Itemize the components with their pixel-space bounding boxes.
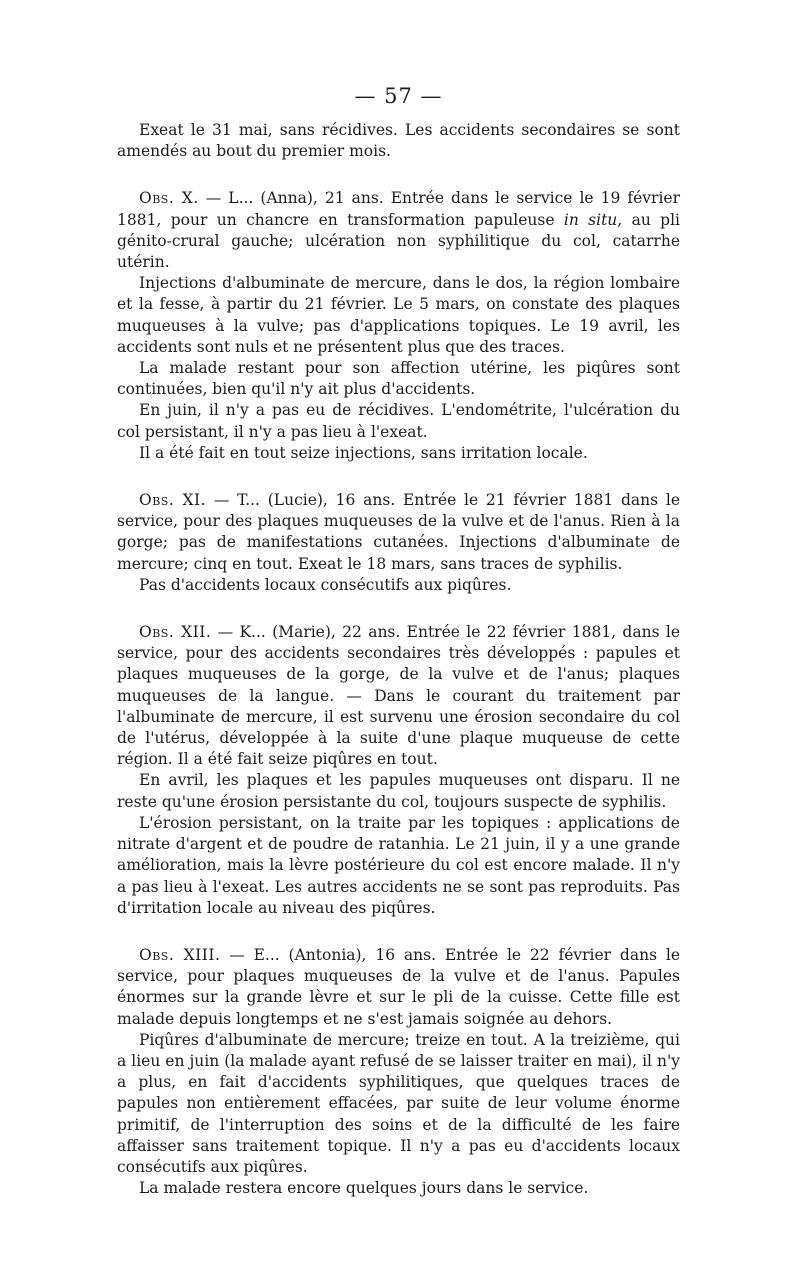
section-gap	[117, 464, 680, 490]
obs-10-paragraph	[117, 188, 680, 273]
obs-10-paragraph-3: La malade restant pour son affection utérine, les piqûres sont continuées, bien qu'il n'y ait plus d'accidents.	[117, 359, 680, 399]
obs-11-paragraph-2: Pas d'accidents locaux consécutifs aux piqûres.	[139, 575, 512, 594]
obs-12-paragraph-3: L'érosion persistant, on la traite par les topiques : applications de nitrate d'argent et de poudre de ratanhia. Le 21 juin, il y a une grande amélioration, mais la lèvre postérieure du col est encore malade. Il n'y a pas lieu à l'exeat. Les autres accidents ne se sont pas reproduits. Pas d'irritation locale au niveau des piqûres.	[117, 813, 680, 917]
obs-10-tail: , au pli génito-crural gauche; ulcération non syphilitique du col, catarrhe utérin.	[117, 210, 681, 272]
section-gap	[117, 162, 680, 188]
obs-12-paragraph	[117, 622, 680, 770]
document-page	[117, 82, 680, 1199]
section-gap	[117, 596, 680, 622]
obs-13-text: — E... (Antonia), 16 ans. Entrée le 22 février dans le service, pour plaques muqueuses de la vulve et de l'anus. Papules énormes sur la grande lèvre et sur le pli de la cuisse. Cette fille est malade depuis longtemps et ne s'est jamais soignée au dehors.	[117, 945, 681, 1028]
obs-11-paragraph	[117, 490, 680, 575]
obs-12-text: — K... (Marie), 22 ans. Entrée le 22 février 1881, dans le service, pour des accidents secondaires très développés : papules et plaques muqueuses de la gorge, de la vulve et de l'anus; plaques muqueuses de la langue. — Dans le courant du traitement par l'albuminate de mercure, il est survenu une érosion secondaire du col de l'utérus, développée à la suite d'une plaque muqueuse de cette région. Il a été fait seize piqûres en tout.	[117, 623, 680, 769]
obs-11-text: — T... (Lucie), 16 ans. Entrée le 21 février 1881 dans le service, pour des plaques muqueuses de la vulve et de l'anus. Rien à la gorge; pas de manifestations cutanées. Injections d'albuminate de mercure; cinq en tout. Exeat le 18 mars, sans traces de syphilis.	[117, 491, 681, 573]
obs-12-label: Obs. XII.	[139, 623, 212, 642]
obs-10-label: Obs. X.	[139, 189, 199, 208]
obs-10-head: — L... (Anna), 21 ans. Entrée dans le service le 19 février 1881, pour un chancre en transformation papuleuse	[117, 189, 680, 229]
obs-10-paragraph-2: Injections d'albuminate de mercure, dans le dos, la région lombaire et la fesse, à partir du 21 février. Le 5 mars, on constate des plaques muqueuses à la vulve; pas d'applications topiques. Le 19 avril, les accidents sont nuls et ne présentent plus que des traces.	[117, 274, 680, 356]
obs-13-paragraph	[117, 945, 680, 1030]
section-gap	[117, 919, 680, 945]
page-number: — 57 —	[354, 84, 443, 108]
obs-10-italic: in situ	[563, 210, 618, 229]
obs-13-paragraph-2: Piqûres d'albuminate de mercure; treize en tout. A la treizième, qui a lieu en juin (la malade ayant refusé de se laisser traiter en mai), il n'y a plus, en fait d'accidents syphilitiques, que quelques traces de papules non entièrement effacées, par suite de leur volume énorme primitif, de l'interruption des soins et de la difficulté de les faire affaisser sans traitement topique. Il n'y a pas eu d'accidents locaux consécutifs aux piqûres.	[117, 1030, 680, 1176]
obs-12-paragraph-2: En avril, les plaques et les papules muqueuses ont disparu. Il ne reste qu'une érosion persistante du col, toujours suspecte de syphilis.	[117, 771, 680, 811]
obs-11-label: Obs. XI.	[139, 491, 207, 510]
intro-paragraph: Exeat le 31 mai, sans récidives. Les accidents secondaires se sont amendés au bout du premier mois.	[117, 121, 680, 161]
obs-13-paragraph-3: La malade restera encore quelques jours dans le service.	[139, 1179, 589, 1198]
obs-10-paragraph-5: Il a été fait en tout seize injections, sans irritation locale.	[139, 443, 588, 462]
obs-10-paragraph-4: En juin, il n'y a pas eu de récidives. L'endométrite, l'ulcération du col persistant, il n'y a pas lieu à l'exeat.	[117, 401, 680, 441]
obs-13-label: Obs. XIII.	[139, 945, 221, 964]
